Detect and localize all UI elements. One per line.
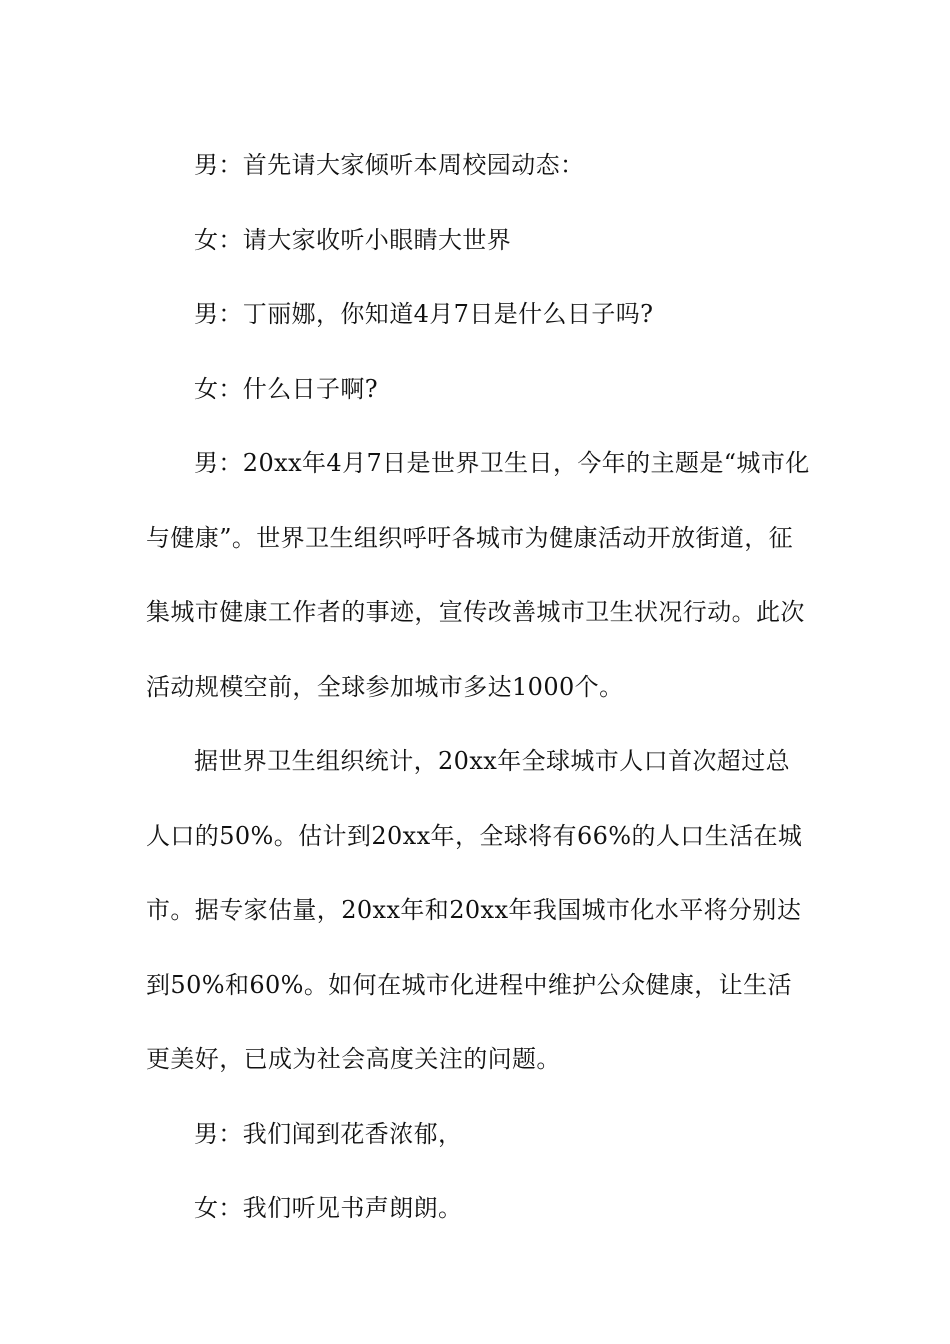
paragraph-dialogue-female-intro: 女：请大家收听小眼睛大世界 — [194, 225, 512, 254]
paragraph-dialogue-male-intro: 男：首先请大家倾听本周校园动态： — [194, 151, 585, 179]
paragraph-world-health-day: 男：20xx年4月7日是世界卫生日，今年的主题是“城市化与健康”。世界卫生组织呼吁各城市为健康活动开放街道，征集城市健康工作者的事迹，宣传改善城市卫生状况行动。此次活动规模空前，全球参加城市多达1000个。 — [146, 449, 810, 701]
paragraph-dialogue-female-reading: 女：我们听见书声朗朗。 — [194, 1194, 463, 1222]
document-body — [146, 128, 810, 1246]
paragraph-urbanization-stats: 据世界卫生组织统计，20xx年全球城市人口首次超过总人口的50%。估计到20xx年，全球将有66%的人口生活在城市。据专家估量，20xx年和20xx年我国城市化水平将分别达到50%和60%。如何在城市化进程中维护公众健康，让生活更美好，已成为社会高度关注的问题。 — [146, 747, 803, 1073]
paragraph-dialogue-male-flowers: 男：我们闻到花香浓郁， — [194, 1119, 463, 1148]
paragraph-dialogue-male-question: 男：丁丽娜，你知道4月7日是什么日子吗? — [194, 300, 654, 328]
paragraph-dialogue-female-question: 女：什么日子啊? — [194, 374, 379, 403]
